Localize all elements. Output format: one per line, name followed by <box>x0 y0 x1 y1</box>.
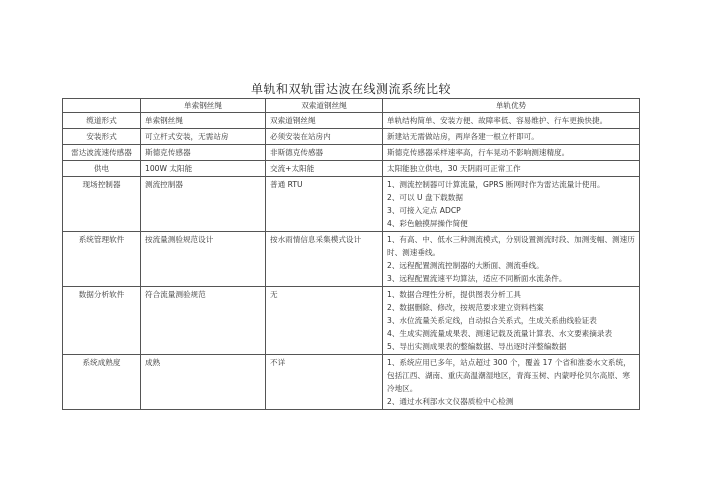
advantage-line: 5、导出实测成果表的整编数据、导出逐时洋整编数据 <box>387 342 567 351</box>
table-row <box>63 129 640 145</box>
advantage-line: 2、数据删除、修改，按规范要求建立资料档案 <box>387 303 544 312</box>
header-cell-blank <box>63 99 141 113</box>
single-rope-cell: 成熟 <box>141 355 266 410</box>
advantage-line: 太阳能独立供电，30 天阴雨可正常工作 <box>387 164 521 173</box>
double-rope-cell: 按水雨情信息采集模式设计 <box>266 232 383 287</box>
advantage-line: 新建站无需做站房，两岸各建一根立杆即可。 <box>387 132 539 141</box>
header-cell-single: 单索钢丝绳 <box>141 99 266 113</box>
advantage-cell <box>383 129 640 145</box>
double-rope-cell: 必须安装在站房内 <box>266 129 383 145</box>
advantage-line: 4、彩色触摸屏操作简便 <box>387 219 468 228</box>
single-rope-cell: 可立杆式安装，无需站房 <box>141 129 266 145</box>
advantage-line: 3、远程配置流速平均算法，适应不同断面水流条件。 <box>387 274 567 283</box>
advantage-line: 单轨结构简单、安装方便、故障率低、容易维护、行车更换快捷。 <box>387 116 608 125</box>
document-title: 单轨和双轨雷达波在线测流系统比较 <box>250 82 451 96</box>
advantage-cell <box>383 232 640 287</box>
advantage-line: 4、生成实测流量成果表、测速记载及流量计算表、水文要素摘录表 <box>387 329 613 338</box>
single-rope-cell: 斯德克传感器 <box>141 145 266 161</box>
table-row <box>63 177 640 232</box>
table-row <box>63 145 640 161</box>
row-label-cell: 现场控制器 <box>63 177 141 232</box>
header-row <box>63 99 640 113</box>
double-rope-cell: 交流+太阳能 <box>266 161 383 177</box>
table-row <box>63 355 640 410</box>
advantage-cell <box>383 177 640 232</box>
double-rope-cell: 不详 <box>266 355 383 410</box>
single-rope-cell: 单索钢丝绳 <box>141 113 266 129</box>
double-rope-cell: 普通 RTU <box>266 177 383 232</box>
table-row <box>63 232 640 287</box>
comparison-table <box>62 98 640 410</box>
double-rope-cell: 非斯德克传感器 <box>266 145 383 161</box>
row-label-cell: 系统成熟度 <box>63 355 141 410</box>
advantage-cell <box>383 113 640 129</box>
advantage-line: 2、通过水利部水文仪器质检中心检测 <box>387 397 514 406</box>
table-row <box>63 161 640 177</box>
header-cell-advantage: 单轨优势 <box>383 99 640 113</box>
advantage-line: 1、有高、中、低水三种测流模式，分别设置测流时段、加测变幅、测速历时、测速垂线。 <box>387 235 635 257</box>
advantage-line: 1、数据合理性分析，提供图表分析工具 <box>387 290 521 299</box>
advantage-line: 3、可接入定点 ADCP <box>387 206 461 215</box>
advantage-line: 3、水位流量关系定线，自动拟合关系式，生成关系曲线验证表 <box>387 316 597 325</box>
advantage-line: 斯德克传感器采样速率高，行车晃动不影响测速精度。 <box>387 148 570 157</box>
single-rope-cell: 测流控制器 <box>141 177 266 232</box>
header-cell-double: 双索道钢丝绳 <box>266 99 383 113</box>
row-label-cell: 系统管理软件 <box>63 232 141 287</box>
double-rope-cell: 双索道钢丝绳 <box>266 113 383 129</box>
single-rope-cell: 100W 太阳能 <box>141 161 266 177</box>
advantage-cell <box>383 355 640 410</box>
row-label-cell: 缆道形式 <box>63 113 141 129</box>
advantage-line: 1、测流控制器可计算流量，GPRS 断网时作为雷达流量计使用。 <box>387 180 605 189</box>
advantage-line: 1、系统应用已多年，站点超过 300 个，覆盖 17 个省和淮委水文系统，包括江西、湖南、重庆高温潮湿地区，青海玉树、内蒙呼伦贝尔高原、寒冷地区。 <box>387 358 631 393</box>
advantage-line: 2、可以 U 盘下载数据 <box>387 193 463 202</box>
advantage-line: 2、远程配置测流控制器的大断面、测流垂线。 <box>387 261 544 270</box>
advantage-cell <box>383 287 640 355</box>
single-rope-cell: 按流量测验规范设计 <box>141 232 266 287</box>
table-row <box>63 113 640 129</box>
row-label-cell: 雷达波流速传感器 <box>63 145 141 161</box>
advantage-cell <box>383 161 640 177</box>
advantage-cell <box>383 145 640 161</box>
single-rope-cell: 符合流量测验规范 <box>141 287 266 355</box>
double-rope-cell: 无 <box>266 287 383 355</box>
row-label-cell: 供电 <box>63 161 141 177</box>
row-label-cell: 数据分析软件 <box>63 287 141 355</box>
row-label-cell: 安装形式 <box>63 129 141 145</box>
comparison-table-body <box>63 99 640 410</box>
table-row <box>63 287 640 355</box>
